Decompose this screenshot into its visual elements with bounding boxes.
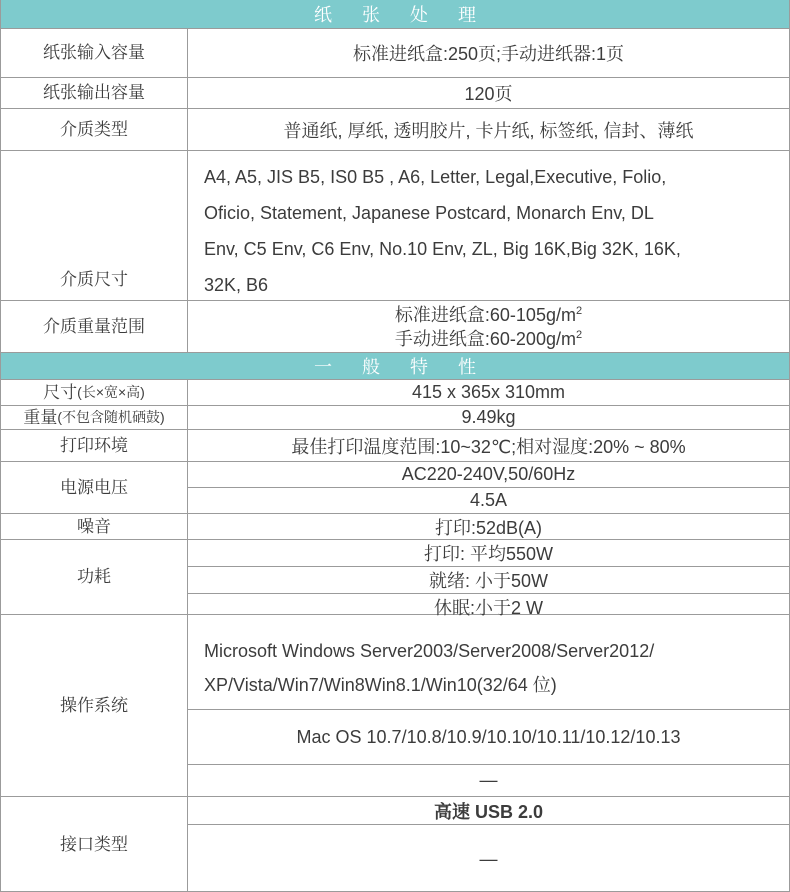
row-media-weight-range: [1, 300, 789, 352]
spec-label-operating-system: 操作系统: [1, 615, 188, 796]
spec-value-group: [188, 380, 789, 405]
spec-value-weight: 9.49kg: [461, 407, 516, 427]
os-windows-text: [188, 622, 670, 702]
spec-value-print-environment: 最佳打印温度范围:10~32℃;相对湿度:20% ~ 80%: [291, 436, 686, 457]
spec-value-interface-other: —: [188, 824, 789, 892]
spec-value-group: [188, 109, 789, 150]
row-media-type: [1, 108, 789, 150]
spec-value-group: [188, 78, 789, 108]
row-power-voltage: [1, 461, 789, 513]
media-size-text: [188, 151, 701, 303]
dimensions-label-detail: (长×宽×高): [77, 383, 145, 400]
section-header-general-features: 一般特性: [1, 352, 789, 379]
spec-value-media-size: [188, 151, 789, 303]
weight-label-detail: (不包含随机硒鼓): [57, 408, 165, 425]
row-interface-type: [1, 796, 789, 892]
row-weight: [1, 405, 789, 429]
os-windows-line1: Microsoft Windows Server2003/Server2008/Server2012/: [204, 641, 655, 661]
spec-label-power-voltage: 电源电压: [1, 462, 188, 513]
os-windows-line2: XP/Vista/Win7/Win8Win8.1/Win10(32/64 位): [204, 675, 557, 695]
spec-label-print-environment: 打印环境: [1, 430, 188, 461]
spec-label-paper-input: 纸张输入容量: [1, 29, 188, 77]
row-media-size: [1, 150, 789, 300]
spec-label-media-size: 介质尺寸: [1, 151, 188, 300]
media-weight-line1: 标准进纸盒$:60-105g/m^2$: [394, 304, 583, 325]
spec-value-dimensions: 415 x 365x 310mm: [411, 382, 566, 402]
spec-value-interface-usb: 高速 USB 2.0: [433, 801, 544, 822]
spec-label-media-weight: 介质重量范围: [1, 301, 188, 352]
spec-value-noise: 打印:52dB(A): [434, 518, 543, 538]
media-weight-line2: 手动进纸盒$:60-200g/m^2$: [394, 328, 583, 349]
row-paper-output-capacity: [1, 77, 789, 108]
spec-value-group: [188, 29, 789, 77]
row-operating-system: [1, 614, 789, 796]
spec-value-group: [188, 514, 789, 539]
spec-label-dimensions: [1, 380, 188, 405]
spec-label-noise: 噪音: [1, 514, 188, 539]
media-size-line1: A4, A5, JIS B5, IS0 B5 , A6, Letter, Legal,Executive, Folio,: [204, 167, 667, 187]
spec-value-group: [188, 797, 789, 892]
spec-value-consumption-printing: 打印: 平均550W: [423, 544, 554, 564]
superscript: 2: [575, 328, 583, 341]
spec-label-weight: [1, 406, 188, 429]
spec-value-group: [188, 301, 789, 352]
spec-value-group: [188, 462, 789, 513]
spec-value-media-weight: [188, 301, 789, 352]
spec-value-group: [188, 615, 789, 796]
spec-label-interface-type: 接口类型: [1, 797, 188, 892]
spec-label-power-consumption: 功耗: [1, 540, 188, 614]
spec-value-group: [188, 430, 789, 461]
spec-value-os-other: —: [188, 764, 789, 796]
spec-value-media-type: 普通纸, 厚纸, 透明胶片, 卡片纸, 标签纸, 信封、薄纸: [283, 120, 694, 141]
spec-value-power-current: 4.5A: [188, 487, 789, 513]
dimensions-label-main: 尺寸: [43, 382, 78, 402]
media-size-line4: 32K, B6: [204, 275, 269, 295]
weight-label-main: 重量: [23, 407, 58, 427]
row-power-consumption: [1, 539, 789, 618]
media-size-line2: Oficio, Statement, Japanese Postcard, Monarch Env, DL: [204, 203, 654, 223]
spec-value-power-voltage: AC220-240V,50/60Hz: [401, 464, 576, 484]
row-noise: [1, 513, 789, 539]
spec-label-media-type: 介质类型: [1, 109, 188, 150]
spec-value-group: [188, 151, 789, 300]
row-print-environment: [1, 429, 789, 461]
media-size-line3: Env, C5 Env, C6 Env, No.10 Env, ZL, Big 16K,Big 32K, 16K,: [204, 239, 681, 259]
spec-value-paper-output: 120页: [464, 84, 513, 104]
spec-value-consumption-sleep: 休眠:小于2 W: [188, 593, 789, 620]
spec-value-consumption-ready: 就绪: 小于50W: [188, 566, 789, 593]
section-header-paper-handling: 纸张处理: [1, 0, 789, 28]
spec-label-paper-output: 纸张输出容量: [1, 78, 188, 108]
superscript: 2: [575, 304, 583, 317]
row-dimensions: [1, 379, 789, 405]
spec-value-group: [188, 406, 789, 429]
row-paper-input-capacity: [1, 28, 789, 77]
spec-value-os-windows: [188, 615, 789, 709]
spec-value-os-mac: Mac OS 10.7/10.8/10.9/10.10/10.11/10.12/10.13: [188, 709, 789, 764]
spec-value-group: [188, 540, 789, 618]
spec-value-paper-input: 标准进纸盒:250页;手动进纸器:1页: [352, 44, 625, 64]
